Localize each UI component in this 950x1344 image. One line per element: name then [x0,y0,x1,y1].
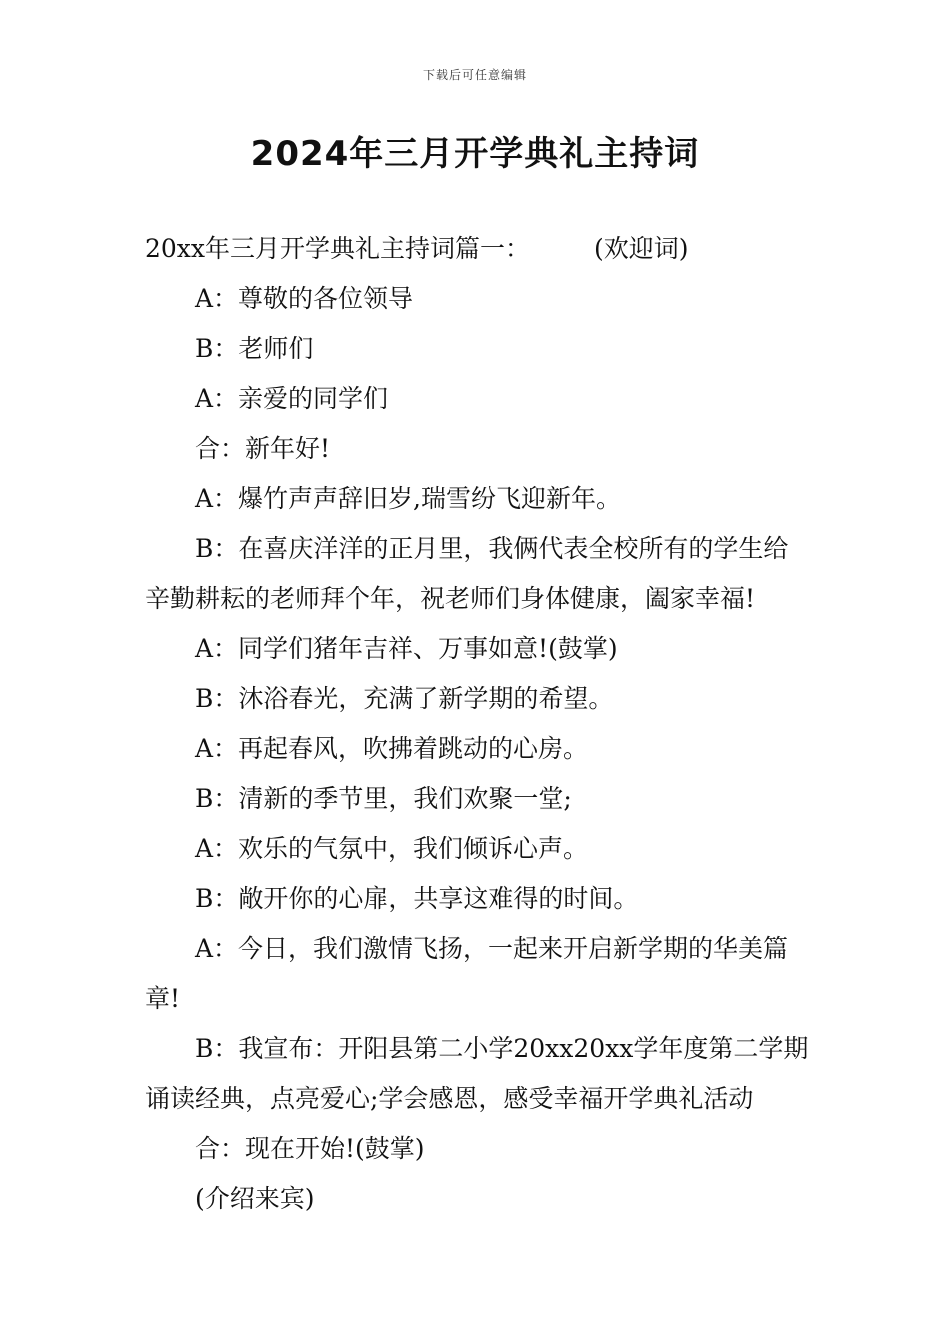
text-line: A：尊敬的各位领导 [195,284,414,313]
text-line: 诵读经典，点亮爱心;学会感恩，感受幸福开学典礼活动 [145,1084,754,1113]
text-line: B：老师们 [195,334,314,363]
text-line: A：同学们猪年吉祥、万事如意!(鼓掌) [195,634,618,663]
text-line: A：欢乐的气氛中，我们倾诉心声。 [195,834,589,863]
header-note: 下载后可任意编辑 [422,68,527,82]
text-line: (介绍来宾) [195,1184,315,1213]
text-line: B：敞开你的心扉，共享这难得的时间。 [195,884,639,913]
text-line: 合：现在开始!(鼓掌) [195,1134,425,1163]
text-line: 辛勤耕耘的老师拜个年，祝老师们身体健康，阖家幸福! [145,584,756,613]
section-heading [145,224,810,274]
document-title: 2024年三月开学典礼主持词 [250,134,700,174]
text-line: 合：新年好! [195,434,331,463]
text-line: A：爆竹声声辞旧岁,瑞雪纷飞迎新年。 [195,484,622,513]
section-heading-text: 20xx年三月开学典礼主持词篇一： [145,234,531,263]
text-line: 章! [145,984,181,1013]
text-line: B：沐浴春光，充满了新学期的希望。 [195,684,614,713]
text-line: B：在喜庆洋洋的正月里，我俩代表全校所有的学生给 [195,534,789,563]
text-line: A：亲爱的同学们 [195,384,389,413]
section-heading-note: (欢迎词) [594,234,689,263]
text-line: B：我宣布：开阳县第二小学20xx20xx学年度第二学期 [195,1034,809,1063]
text-line: A：再起春风，吹拂着跳动的心房。 [195,734,589,763]
text-line: A：今日，我们激情飞扬，一起来开启新学期的华美篇 [195,934,789,963]
document-body [145,224,810,1224]
text-line: B：清新的季节里，我们欢聚一堂; [195,784,572,813]
